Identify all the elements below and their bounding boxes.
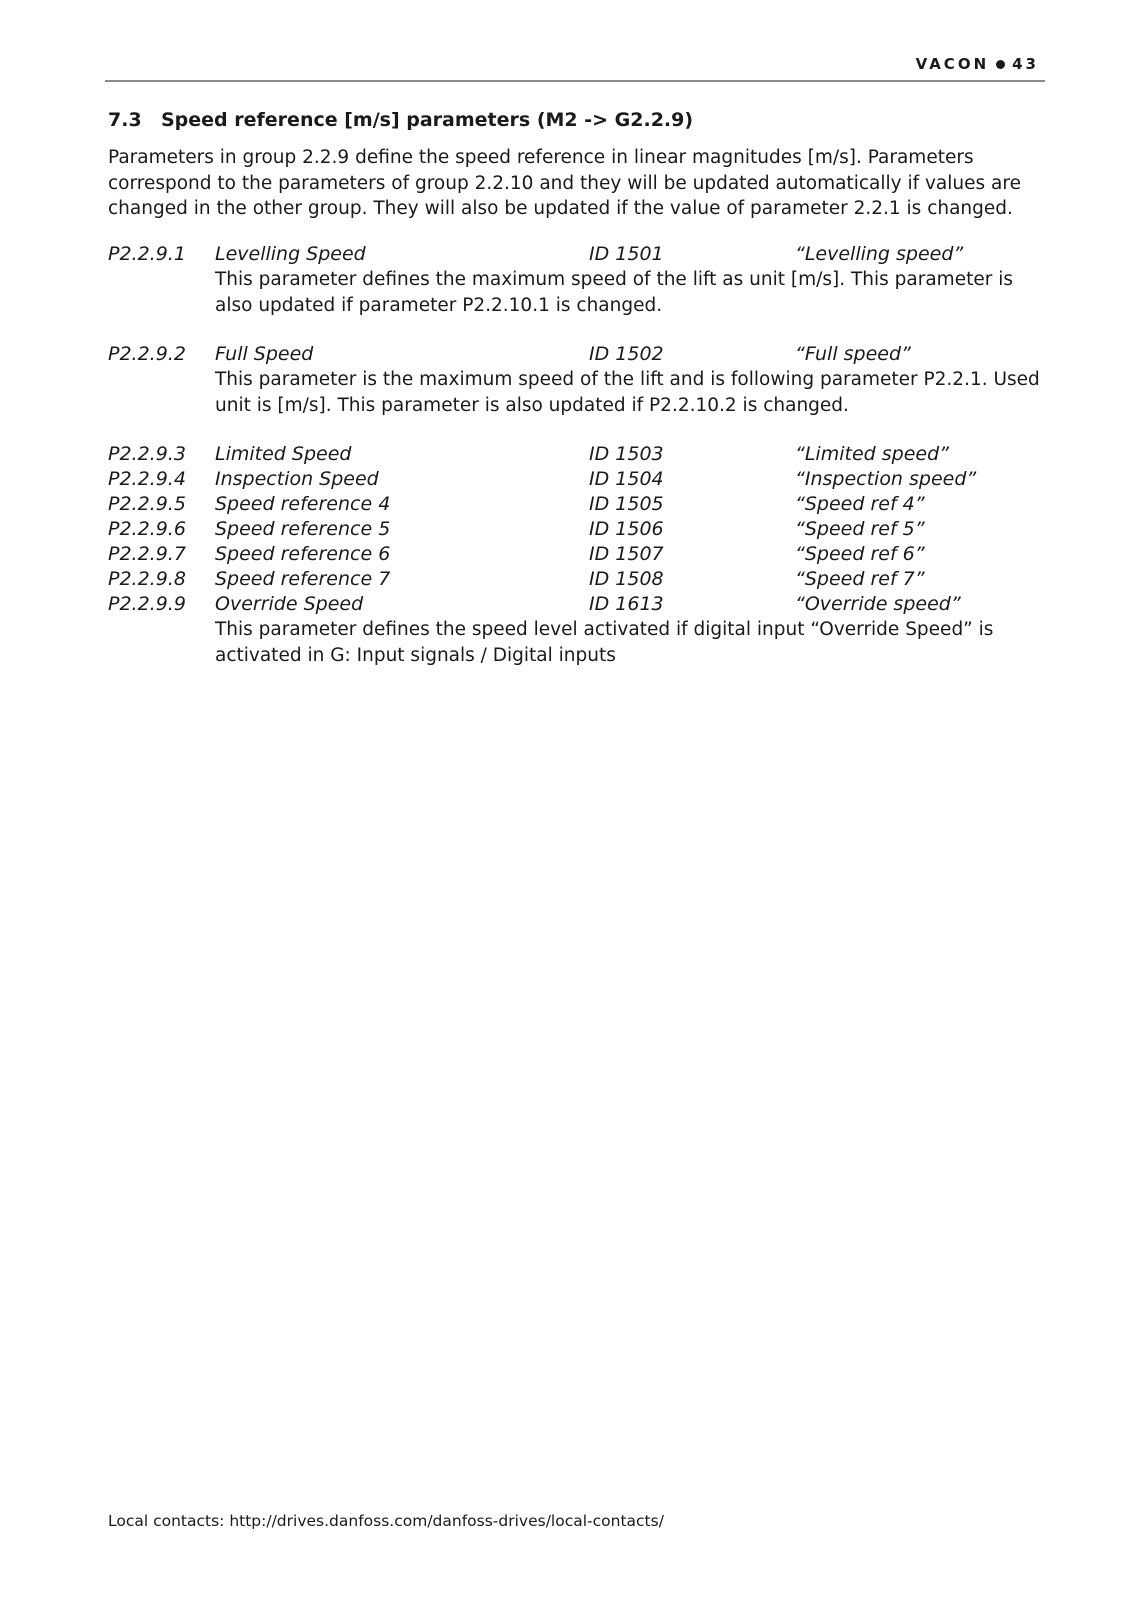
param-code: P2.2.9.3	[108, 443, 186, 465]
param-id: ID 1501	[589, 243, 664, 265]
param-code: P2.2.9.1	[108, 243, 186, 265]
page-number: 43	[1012, 55, 1039, 73]
param-name: Speed reference 5	[215, 518, 391, 540]
param-id: ID 1507	[589, 543, 664, 565]
param-name: Inspection Speed	[215, 468, 379, 490]
param-alias: “Inspection speed”	[795, 468, 977, 490]
param-alias: “Limited speed”	[795, 443, 949, 465]
section-number: 7.3	[108, 109, 142, 131]
section-intro: Parameters in group 2.2.9 define the speed reference in linear magnitudes [m/s]. Parameters correspond to the parameters of group 2.2.10 and they will be updated automatically if values are changed in the other group. They will also be updated if the value of parameter 2.2.1 is changed.	[108, 147, 1021, 219]
param-name: Speed reference 6	[215, 543, 391, 565]
param-code: P2.2.9.9	[108, 593, 186, 615]
page-header	[105, 52, 1045, 82]
param-code: P2.2.9.2	[108, 343, 186, 365]
param-alias: “Speed ref 4”	[795, 493, 925, 515]
param-alias: “Speed ref 6”	[795, 543, 925, 565]
bullet-icon	[996, 60, 1005, 69]
param-id: ID 1505	[589, 493, 664, 515]
param-description: This parameter defines the speed level activated if digital input “Override Speed” is activated in G: Input signals / Digital inputs	[215, 619, 994, 666]
param-alias: “Full speed”	[795, 343, 911, 365]
param-alias: “Speed ref 5”	[795, 518, 925, 540]
brand-logo-text: VACON	[915, 55, 990, 73]
section-title	[108, 109, 693, 131]
param-name: Limited Speed	[215, 443, 352, 465]
param-alias: “Speed ref 7”	[795, 568, 925, 590]
param-id: ID 1613	[589, 593, 664, 615]
param-code: P2.2.9.8	[108, 568, 186, 590]
page-header-brand	[916, 55, 1039, 73]
param-code: P2.2.9.7	[108, 543, 186, 565]
param-id: ID 1502	[589, 343, 664, 365]
param-id: ID 1503	[589, 443, 664, 465]
param-id: ID 1508	[589, 568, 664, 590]
param-code: P2.2.9.5	[108, 493, 186, 515]
param-alias: “Override speed”	[795, 593, 961, 615]
param-name: Speed reference 4	[215, 493, 391, 515]
param-name: Full Speed	[215, 343, 314, 365]
param-name: Override Speed	[215, 593, 364, 615]
param-code: P2.2.9.6	[108, 518, 186, 540]
param-name: Levelling Speed	[215, 243, 366, 265]
param-id: ID 1504	[589, 468, 664, 490]
section-heading: Speed reference [m/s] parameters (M2 -> G2.2.9)	[161, 109, 694, 131]
param-description: This parameter is the maximum speed of the lift and is following parameter P2.2.1. Used unit is [m/s]. This parameter is also updated if P2.2.10.2 is changed.	[215, 369, 1040, 416]
footer-local-contacts: Local contacts: http://drives.danfoss.com/danfoss-drives/local-contacts/	[108, 1512, 664, 1530]
param-description: This parameter defines the maximum speed of the lift as unit [m/s]. This parameter is also updated if parameter P2.2.10.1 is changed.	[215, 269, 1013, 316]
param-name: Speed reference 7	[215, 568, 391, 590]
param-id: ID 1506	[589, 518, 664, 540]
param-alias: “Levelling speed”	[795, 243, 964, 265]
param-code: P2.2.9.4	[108, 468, 186, 490]
